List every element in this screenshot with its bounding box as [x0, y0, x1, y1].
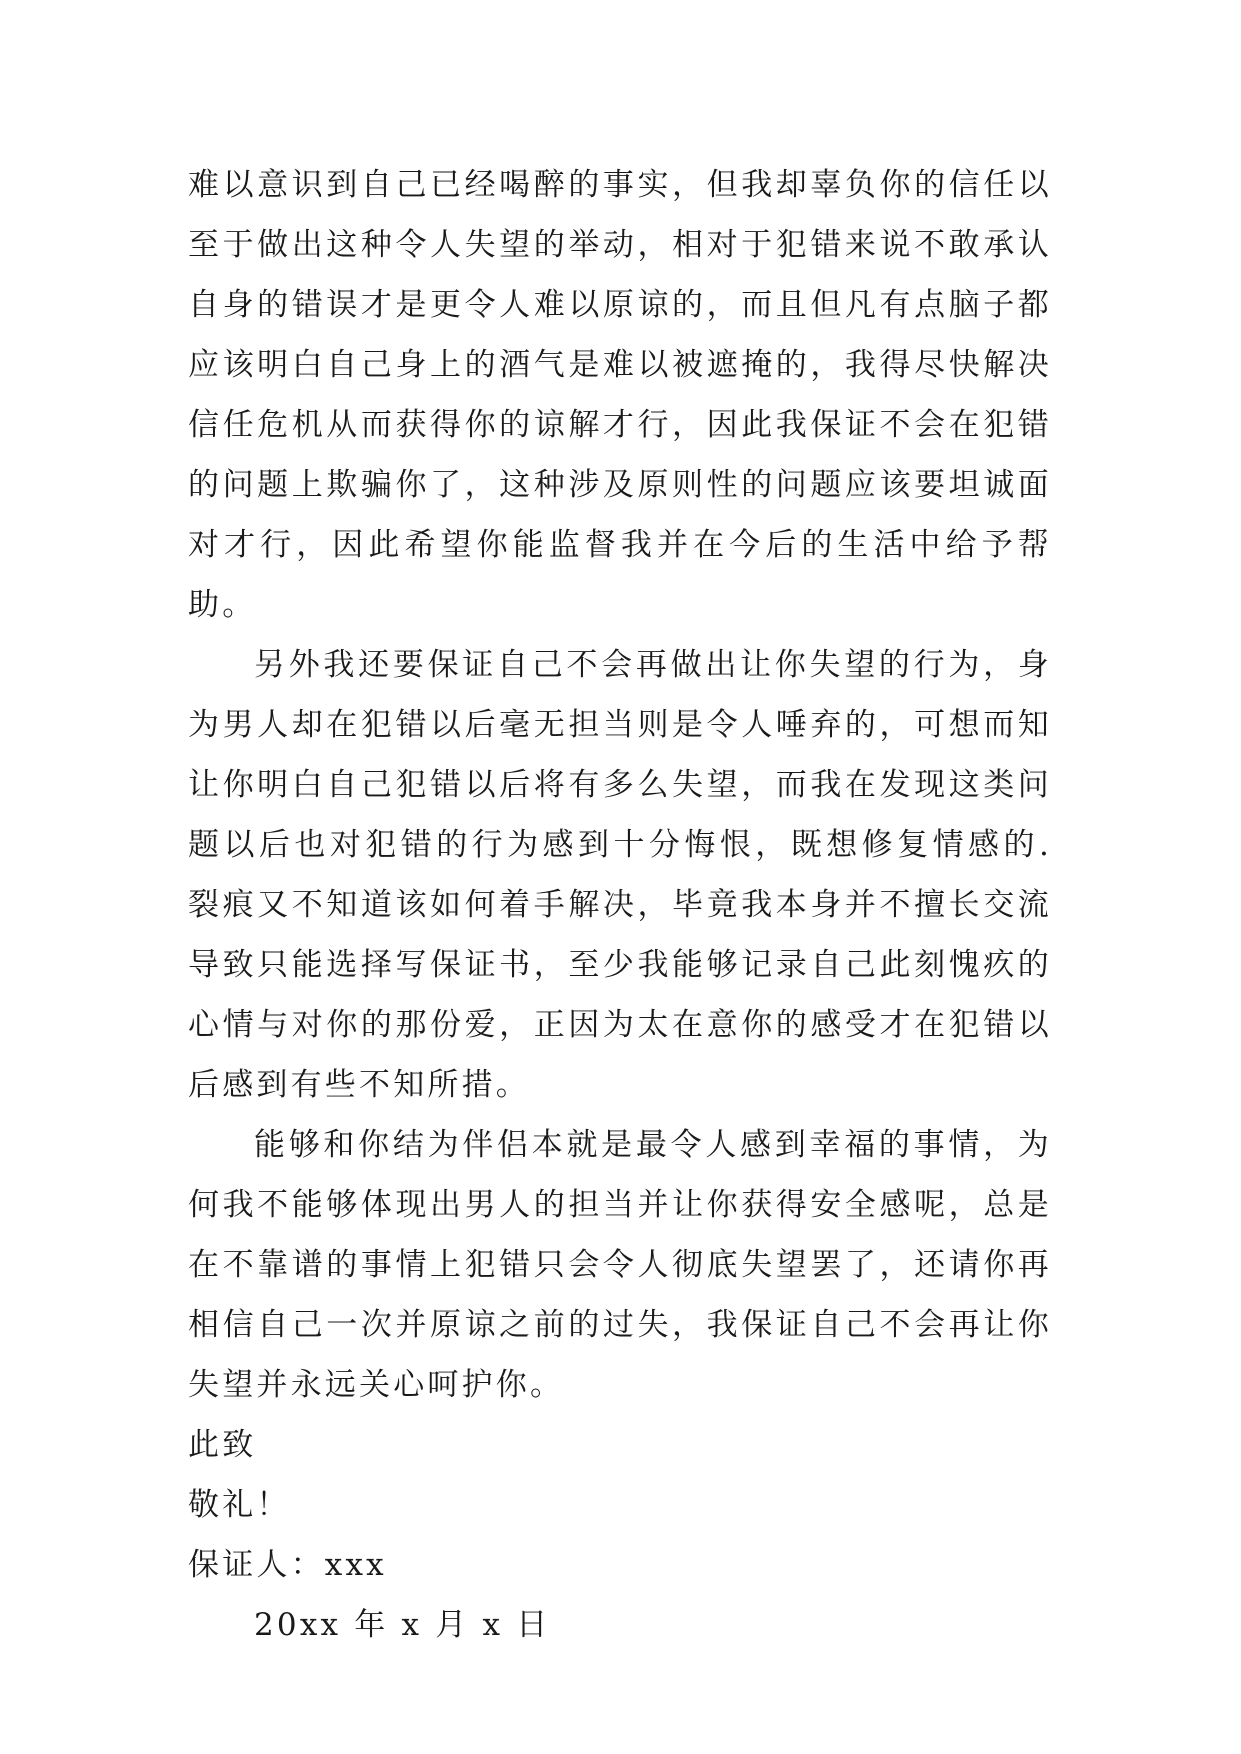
letter-body	[188, 155, 1052, 1655]
signature: 保证人：xxx	[188, 1547, 387, 1583]
closing-regards: 敬礼！	[188, 1487, 291, 1523]
paragraph-3: 能够和你结为伴侣本就是最令人感到幸福的事情，为何我不能够体现出男人的担当并让你获得安全感呢，总是在不靠谱的事情上犯错只会令人彻底失望罢了，还请你再相信自己一次并原谅之前的过失，我保证自己不会再让你失望并永远关心呵护你。	[188, 1127, 1052, 1403]
closing-salutation: 此致	[188, 1427, 257, 1463]
paragraph-2: 另外我还要保证自己不会再做出让你失望的行为，身为男人却在犯错以后毫无担当则是令人唾弃的，可想而知让你明白自己犯错以后将有多么失望，而我在发现这类问题以后也对犯错的行为感到十分悔恨，既想修复情感的.裂痕又不知道该如何着手解决，毕竟我本身并不擅长交流导致只能选择写保证书，至少我能够记录自己此刻愧疚的心情与对你的那份爱，正因为太在意你的感受才在犯错以后感到有些不知所措。	[188, 647, 1052, 1103]
paragraph-1: 难以意识到自己已经喝醉的事实，但我却辜负你的信任以至于做出这种令人失望的举动，相对于犯错来说不敢承认自身的错误才是更令人难以原谅的，而且但凡有点脑子都应该明白自己身上的酒气是难以被遮掩的，我得尽快解决信任危机从而获得你的谅解才行，因此我保证不会在犯错的问题上欺骗你了，这种涉及原则性的问题应该要坦诚面对才行，因此希望你能监督我并在今后的生活中给予帮助。	[188, 167, 1052, 623]
date: 20xx 年 x 月 x 日	[254, 1607, 551, 1643]
